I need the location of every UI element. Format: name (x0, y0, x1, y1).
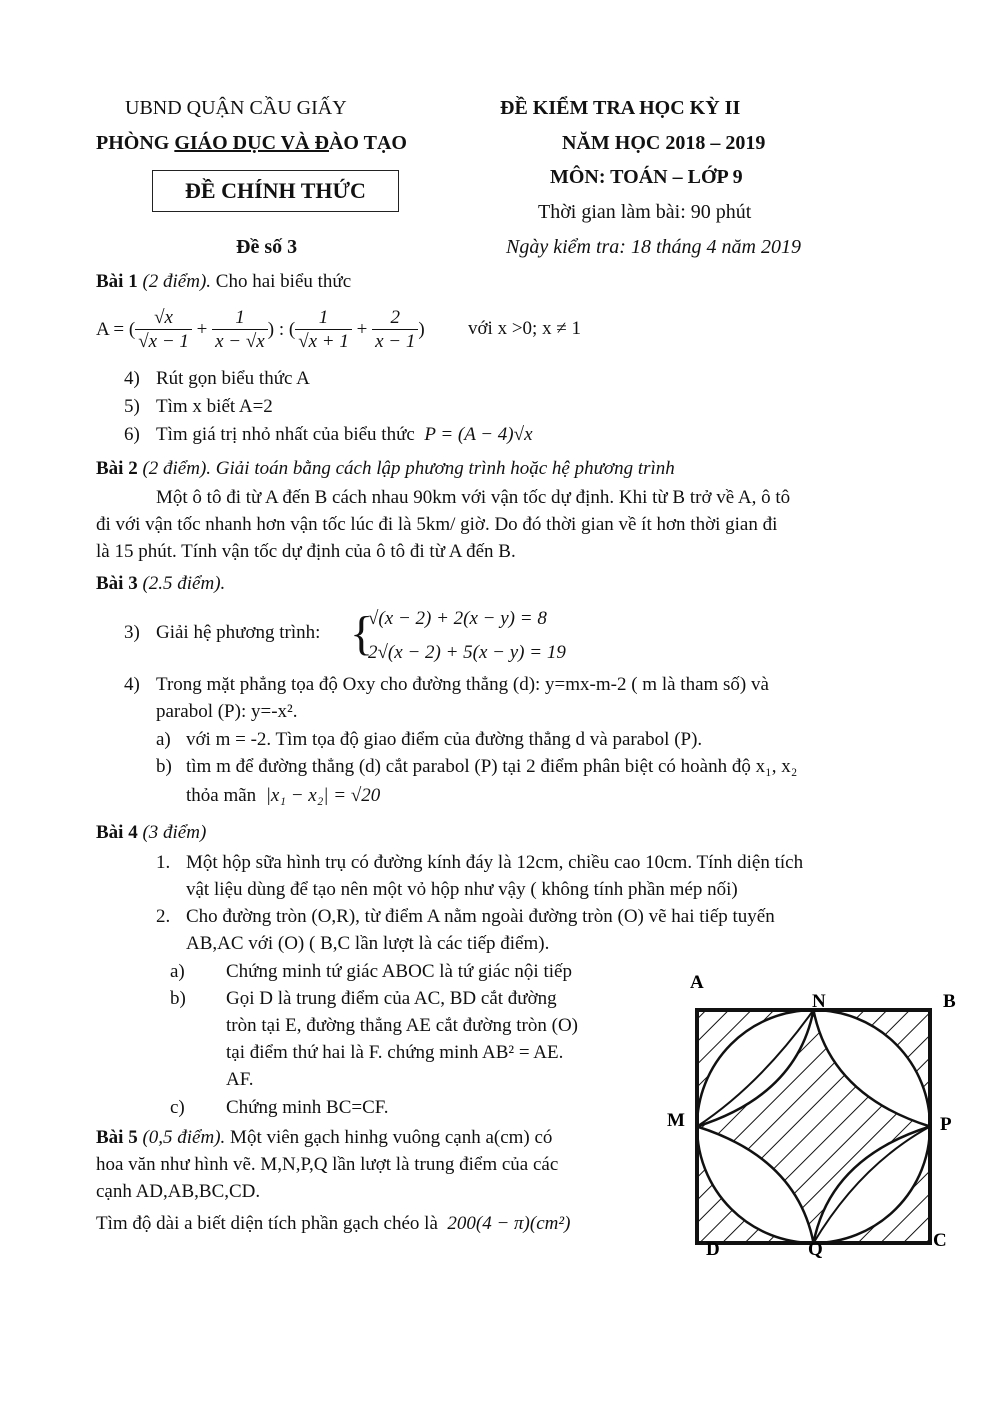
exam-title: ĐỀ KIỂM TRA HỌC KỲ II (500, 97, 741, 119)
label-b: B (943, 991, 956, 1012)
list-number: 5) (124, 396, 140, 417)
label-d: D (706, 1239, 720, 1260)
bai5-line2: hoa văn như hình vẽ. M,N,P,Q lần lượt là trung điểm của các (96, 1154, 559, 1175)
label-q: Q (808, 1239, 823, 1260)
bai5-line4: Tìm độ dài a biết diện tích phần gạch chéo là 200(4 − π)(cm²) (96, 1213, 571, 1234)
bai4-sub-b-l4: AF. (226, 1069, 254, 1090)
list-number: b) (170, 988, 186, 1009)
list-item: Tìm giá trị nhỏ nhất của biểu thức P = (A − 4)√x (156, 424, 533, 445)
label-m: M (667, 1110, 685, 1131)
bai2-heading: Bài 2 (2 điểm). Giải toán bằng cách lập phương trình hoặc hệ phương trình (96, 458, 675, 479)
list-number: a) (156, 729, 171, 750)
district-name: UBND QUẬN CẦU GIẤY (125, 97, 347, 119)
bai1-expression: A = ( $\frac{√x}{√x - 1}$ + $\frac{1}{x - √x}$ ) : ( $\frac{1}{√x + 1}$ + $\frac{2}{x - 1}$ ) (96, 306, 425, 352)
bai3-item3-text: Giải hệ phương trình: (156, 622, 321, 643)
bai3-item-b-cont: thỏa mãn |x₁ − x₂| = √20 (186, 785, 381, 806)
equation-2: 2√(x − 2) + 5(x − y) = 19 (368, 642, 566, 663)
bai4-item1-line2: vật liệu dùng để tạo nên một vỏ hộp như vậy ( không tính phần mép nối) (186, 879, 738, 900)
bai3-item4-line2: parabol (P): y=-x². (156, 701, 298, 722)
system-brace: { (350, 607, 374, 660)
duration: Thời gian làm bài: 90 phút (538, 201, 752, 223)
bai4-heading: Bài 4 (3 điểm) (96, 822, 207, 843)
bai4-sub-b-l1: Gọi D là trung điểm của AC, BD cắt đường (226, 988, 557, 1009)
school-year: NĂM HỌC 2018 – 2019 (562, 132, 766, 154)
list-number: 2. (156, 906, 171, 927)
bai3-heading: Bài 3 (2.5 điểm). (96, 573, 226, 594)
bai4-sub-b-l2: tròn tại E, đường thẳng AE cắt đường tròn (O) (226, 1015, 579, 1036)
exam-number: Đề số 3 (236, 236, 298, 258)
bai4-item2-line1: Cho đường tròn (O,R), từ điểm A nằm ngoài đường tròn (O) vẽ hai tiếp tuyến (186, 906, 775, 927)
list-number: 6) (124, 424, 140, 445)
bai4-item1-line1: Một hộp sữa hình trụ có đường kính đáy là 12cm, chiều cao 10cm. Tính diện tích (186, 852, 804, 873)
list-item: Rút gọn biểu thức A (156, 368, 310, 389)
list-item: Tìm x biết A=2 (156, 396, 273, 417)
bai3-item-b: tìm m để đường thẳng (d) cắt parabol (P) tại 2 điểm phân biệt có hoành độ x₁, x₂ (186, 756, 798, 777)
department-name: PHÒNG GIÁO DỤC VÀ ĐÀO TẠO (96, 132, 407, 154)
label-p: P (940, 1114, 952, 1135)
bai2-line1: Một ô tô đi từ A đến B cách nhau 90km với vận tốc dự định. Khi từ B trở về A, ô tô (156, 487, 791, 508)
bai4-item2-line2: AB,AC với (O) ( B,C lần lượt là các tiếp điểm). (186, 933, 550, 954)
list-number: a) (170, 961, 185, 982)
bai5-line1: Bài 5 (0,5 điểm). Một viên gạch hinhg vuông cạnh a(cm) có (96, 1127, 553, 1148)
bai4-sub-a: Chứng minh tứ giác ABOC là tứ giác nội tiếp (226, 961, 572, 982)
exam-date: Ngày kiểm tra: 18 tháng 4 năm 2019 (506, 236, 801, 258)
bai4-sub-b-l3: tại điểm thứ hai là F. chứng minh AB² = AE. (226, 1042, 564, 1063)
list-number: 3) (124, 622, 140, 643)
list-number: 4) (124, 368, 140, 389)
label-c: C (933, 1230, 947, 1251)
list-number: 4) (124, 674, 140, 695)
bai1-condition: với x >0; x ≠ 1 (468, 318, 581, 339)
list-number: 1. (156, 852, 171, 873)
bai1-heading: Bài 1 (2 điểm). Cho hai biểu thức (96, 271, 352, 292)
equation-1: √(x − 2) + 2(x − y) = 8 (368, 608, 547, 629)
bai3-item4-line1: Trong mặt phẳng tọa độ Oxy cho đường thẳng (d): y=mx-m-2 ( m là tham số) và (156, 674, 769, 695)
bai2-line2: đi với vận tốc nhanh hơn vận tốc lúc đi là 5km/ giờ. Do đó thời gian về ít hơn thời gian đi (96, 514, 778, 535)
list-number: b) (156, 756, 172, 777)
list-number: c) (170, 1097, 185, 1118)
official-stamp-box: ĐỀ CHÍNH THỨC (152, 170, 399, 212)
subject: MÔN: TOÁN – LỚP 9 (550, 166, 743, 188)
bai4-sub-c: Chứng minh BC=CF. (226, 1097, 389, 1118)
bai2-line3: là 15 phút. Tính vận tốc dự định của ô tô đi từ A đến B. (96, 541, 516, 562)
bai5-line3: cạnh AD,AB,BC,CD. (96, 1181, 261, 1202)
label-a: A (690, 972, 704, 993)
label-n: N (812, 991, 826, 1012)
bai3-item-a: với m = -2. Tìm tọa độ giao điểm của đường thẳng d và parabol (P). (186, 729, 703, 750)
tile-figure (660, 965, 960, 1265)
